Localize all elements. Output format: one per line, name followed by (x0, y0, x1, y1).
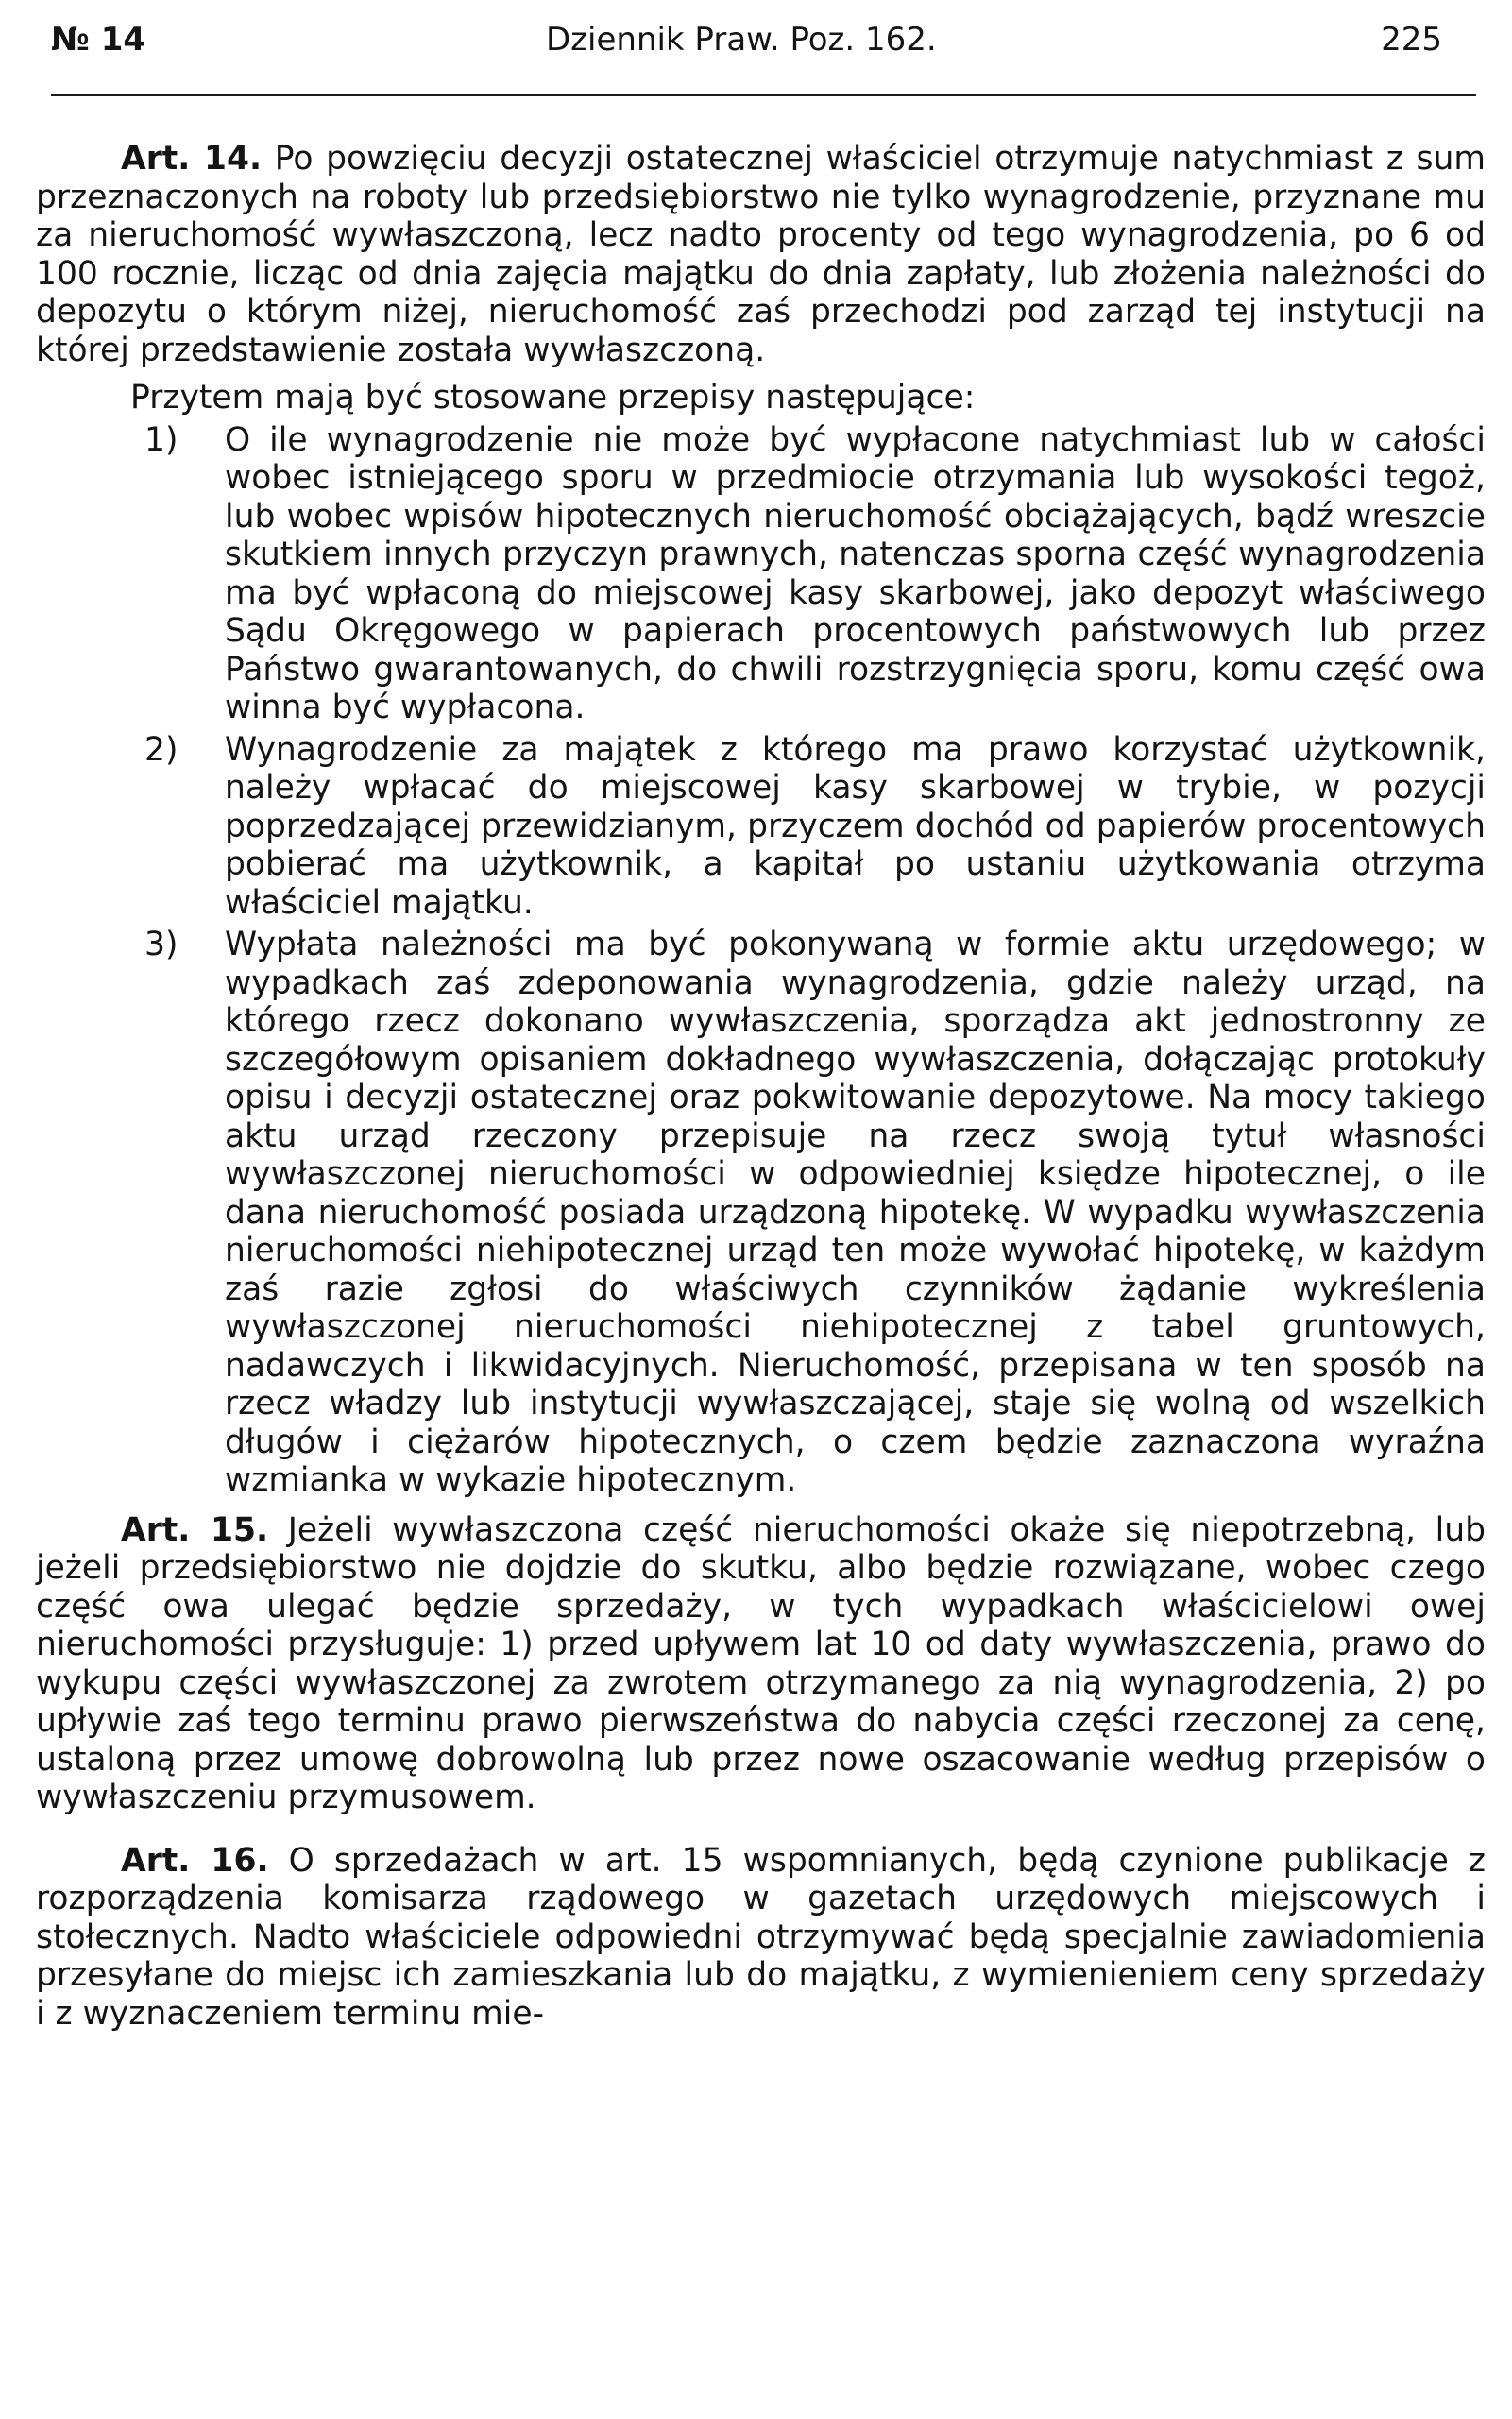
list-item-1 (36, 421, 1486, 727)
article-16 (36, 1842, 1486, 2034)
journal-title: Dziennik Praw. (546, 21, 780, 59)
article-14-intro: Przytem mają być stosowane przepisy następujące: (130, 379, 976, 417)
article-14-label: Art. 14. (121, 140, 263, 178)
header-rule (51, 94, 1476, 96)
page-header (36, 0, 1486, 94)
position-ref: Poz. 162. (790, 21, 937, 59)
article-16-text: O sprzedażach w art. 15 wspomnianych, będą czynione publikacje z rozporządzenia komisarza rządowego w gazetach urzędowych miejscowych i stołecznych. Nadto właściciele odpowiedni otrzymywać będą specjalnie zawiadomienia przesyłane do miejsc ich zamieszkania lub do majątku, z wymienieniem ceny sprzedaży i z wyznaczeniem terminu mie- (36, 1841, 1487, 2033)
article-15-text: Jeżeli wywłaszczona część nieruchomości okaże się niepotrzebną, lub jeżeli przedsiębiorstwo nie dojdzie do skutku, albo będzie rozwiązane, wobec czego część owa ulegać będzie sprzedaży, w tych wypadkach właścicielowi owej nieruchomości przysługuje: 1) przed upływem lat 10 od daty wywłaszczenia, prawo do wykupu części wywłaszczonej za zwrotem otrzymanego za nią wynagrodzenia, 2) po upływie zaś tego terminu prawo pierwszeństwa do nabycia części rzeczonej za cenę, ustaloną przez umowę dobrowolną lub przez nowe oszacowanie według przepisów o wywłaszczeniu przymusowem. (36, 1510, 1486, 1816)
list-item-1-text: O ile wynagrodzenie nie może być wypłacone natychmiast lub w całości wobec istniejącego sporu w przedmiocie otrzymania lub wysokości tegoż, lub wobec wpisów hipotecznych nieruchomość obciążających, bądź wreszcie skutkiem innych przyczyn prawnych, natenczas sporna część wynagrodzenia ma być wpłaconą do miejscowej kasy skarbowej, jako depozyt właściwego Sądu Okręgowego w papierach procentowych państwowych lub przez Państwo gwarantowanych, do chwili rozstrzygnięcia sporu, komu część owa winna być wypłacona. (225, 420, 1486, 726)
list-item-3-text: Wypłata należności ma być pokonywaną w formie aktu urzędowego; w wypadkach zaś zdeponowania wynagrodzenia, gdzie należy urząd, na którego rzecz dokonano wywłaszczenia, sporządza akt jednostronny ze szczegółowym opisaniem dokładnego wywłaszczenia, dołączając protokuły opisu i decyzji ostatecznej oraz pokwitowanie depozytowe. Na mocy takiego aktu urząd rzeczony przepisuje na rzecz swoją tytuł własności wywłaszczonej nieruchomości w odpowiedniej księdze hipotecznej, o ile dana nieruchomość posiada urządzoną hipotekę. W wypadku wywłaszczenia nieruchomości niehipotecznej urząd ten może wywołać hipotekę, w każdym zaś razie zgłosi do właściwych czynników żądanie wykreślenia wywłaszczonej nieruchomości niehipotecznej z tabel gruntowych, nadawczych i likwidacyjnych. Nieruchomość, przepisana w ten sposób na rzecz władzy lub instytucji wywłaszczającej, staje się wolną od wszelkich długów i ciężarów hipotecznych, o czem będzie zaznaczona wyraźna wzmianka w wykazie hipotecznym. (225, 926, 1486, 1499)
article-15-label: Art. 15. (121, 1510, 269, 1549)
running-title (546, 21, 937, 59)
document-body (36, 140, 1486, 2033)
issue-number: № 14 (51, 21, 146, 59)
list-item-2 (36, 731, 1486, 923)
article-14 (36, 140, 1486, 369)
list-item-2-text: Wynagrodzenie za majątek z którego ma prawo korzystać użytkownik, należy wpłacać do miejscowej kasy skarbowej w trybie, w pozycji poprzedzającej przewidzianym, przyczem dochód od papierów procentowych pobierać ma użytkownik, a kapitał po ustaniu użytkowania otrzyma właściciel majątku. (225, 730, 1486, 922)
article-15 (36, 1511, 1486, 1817)
page-number: 225 (1381, 21, 1442, 59)
article-14-text: Po powzięciu decyzji ostatecznej właściciel otrzymuje natychmiast z sum przeznaczonych na roboty lub przedsiębiorstwo nie tylko wynagrodzenie, przyznane mu za nieruchomość wywłaszczoną, lecz nadto procenty od tego wynagrodzenia, po 6 od 100 rocznie, licząc od dnia zajęcia majątku do dnia zapłaty, lub złożenia należności do depozytu o którym niżej, nieruchomość zaś przechodzi pod zarząd tej instytucji na której przedstawienie została wywłaszczoną. (36, 140, 1486, 369)
article-16-label: Art. 16. (121, 1841, 269, 1880)
list-item-1-number: 1) (144, 420, 178, 459)
list-item-3-number: 3) (144, 926, 178, 963)
list-item-2-number: 2) (144, 730, 178, 769)
list-item-3 (36, 926, 1486, 1500)
